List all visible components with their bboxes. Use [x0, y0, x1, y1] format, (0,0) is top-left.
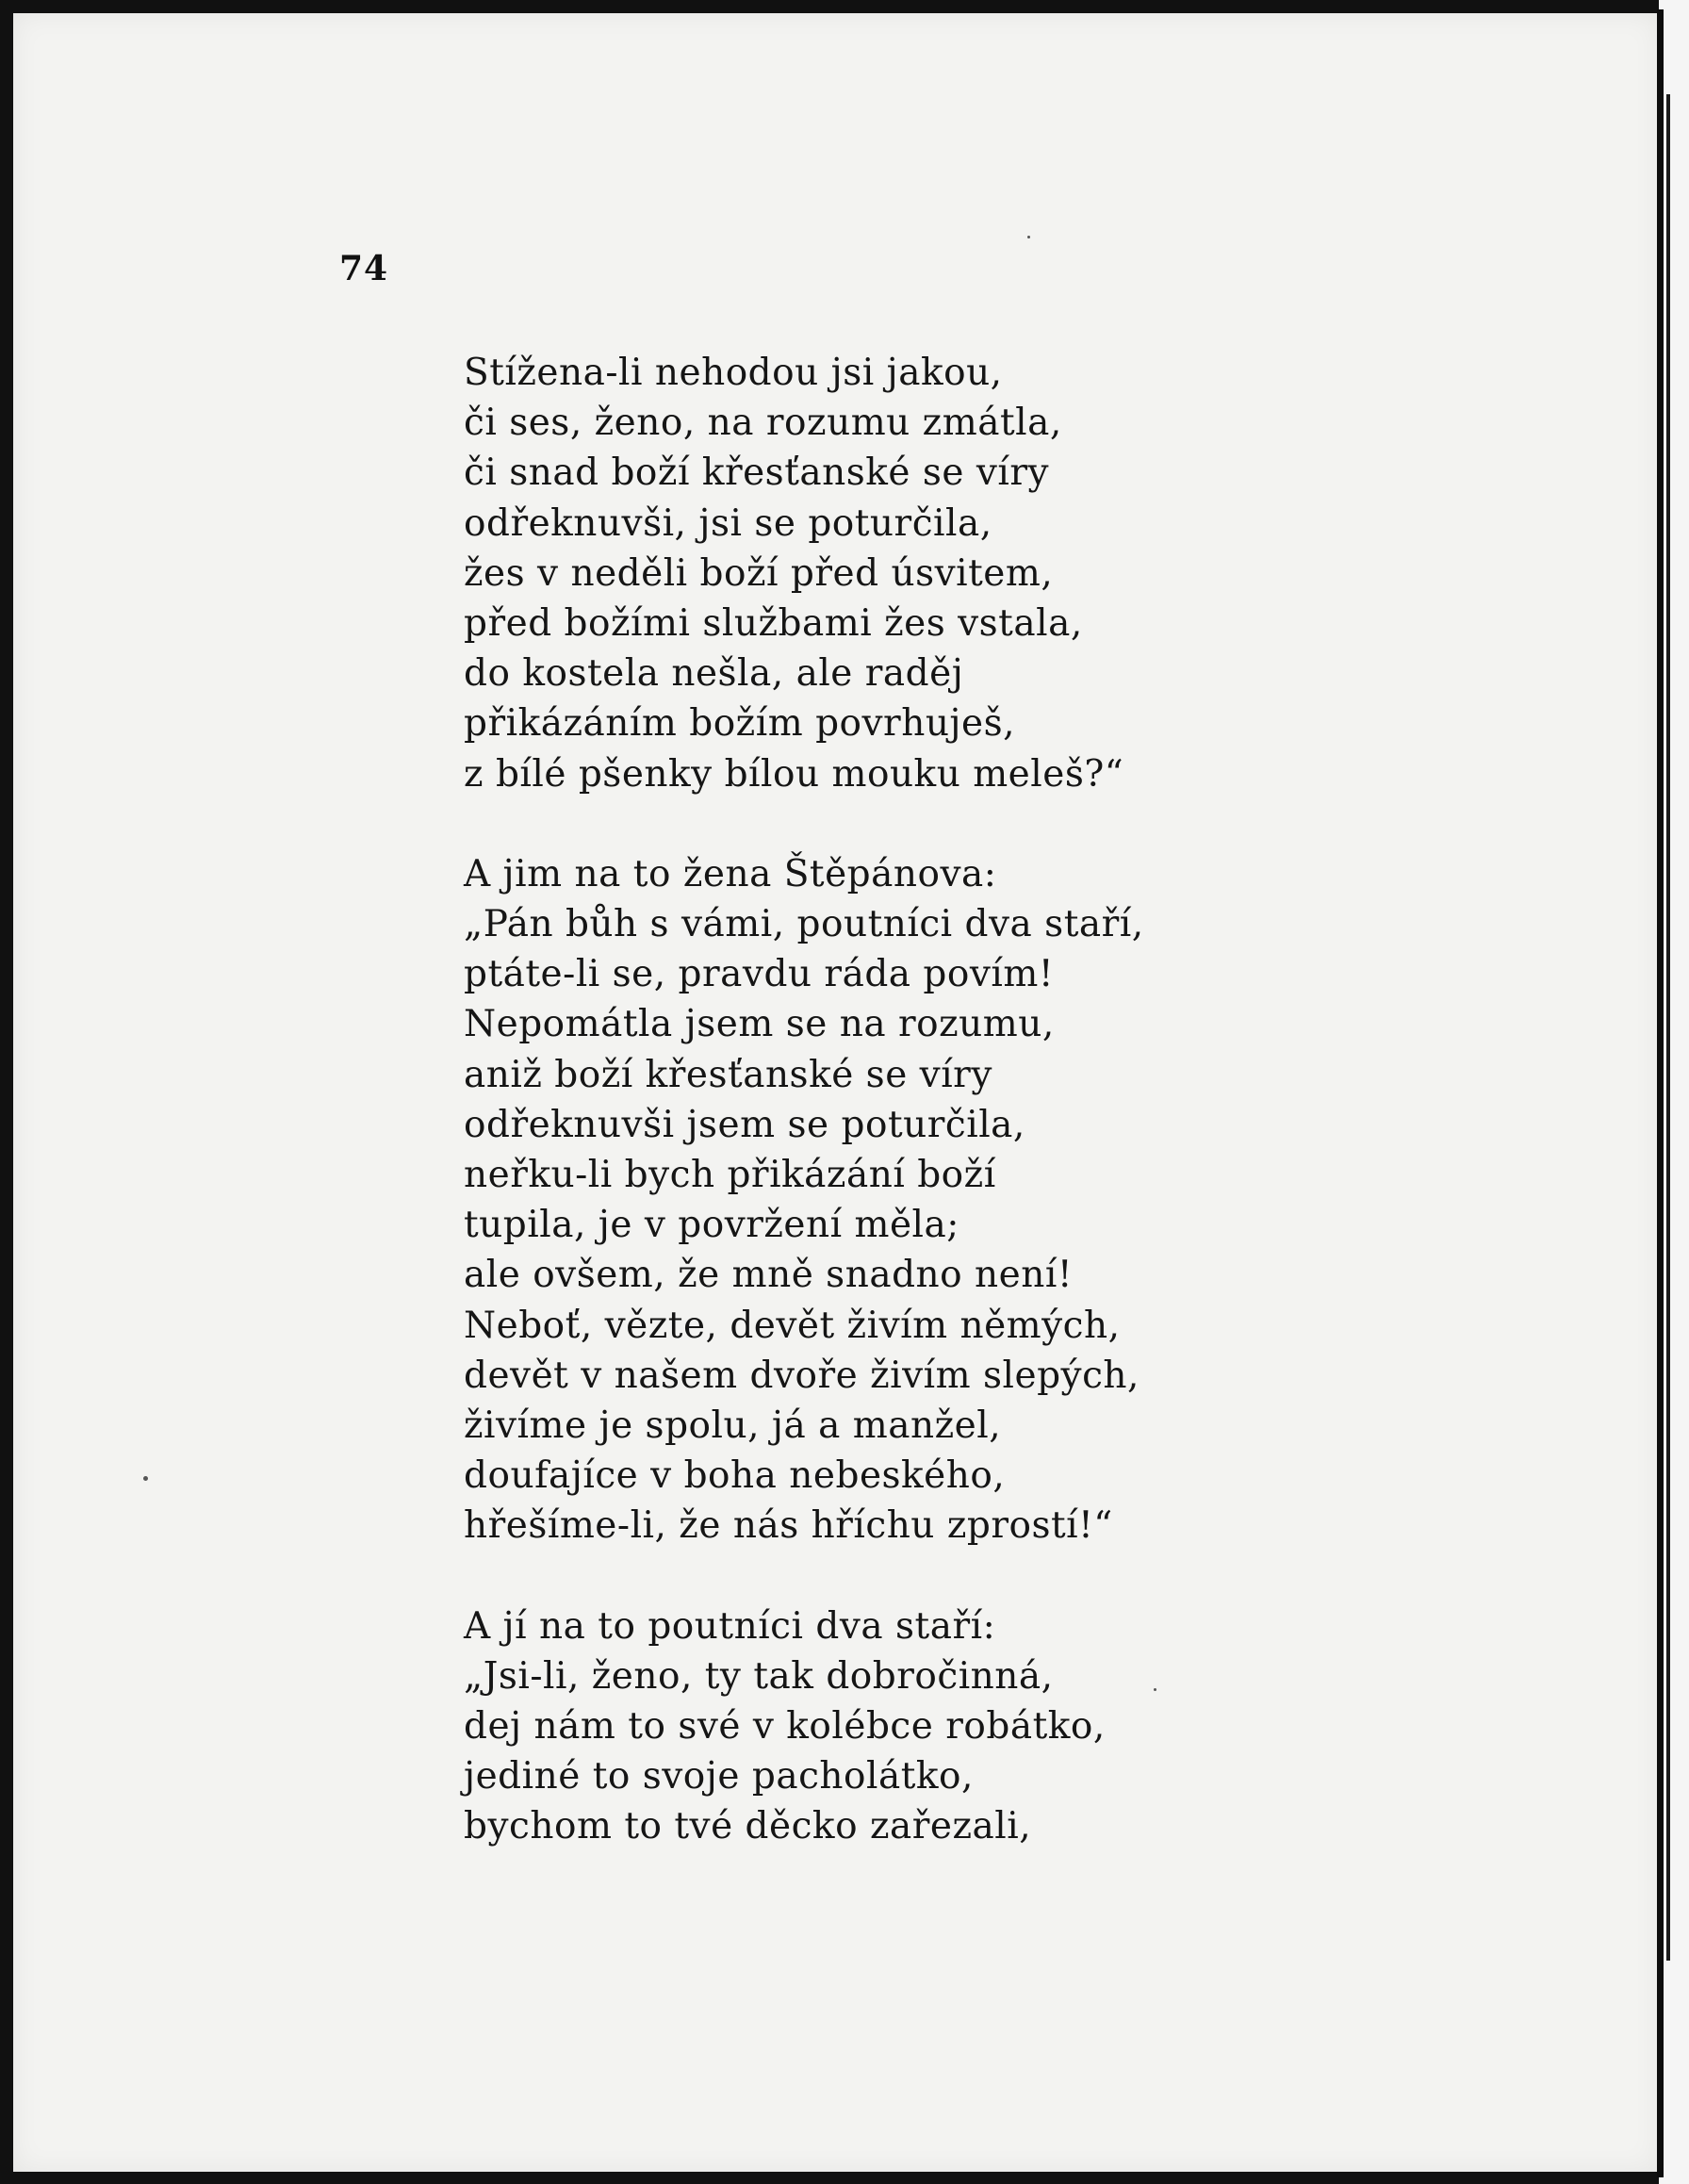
verse-line: před božími službami žes vstala,: [464, 602, 1083, 646]
verse-line: odřeknuvši jsem se poturčila,: [464, 1103, 1025, 1146]
verse-line: jediné to svoje pacholátko,: [464, 1755, 974, 1798]
verse-line: či snad boží křesťanské se víry: [464, 452, 1050, 495]
verse-line: do kostela nešla, ale raděj: [464, 652, 964, 696]
verse-line: hřešíme-li, že nás hříchu zprostí!“: [464, 1504, 1113, 1548]
binding-shadow: [1657, 9, 1664, 2177]
stanza-2: [464, 849, 1500, 1552]
verse-line: Neboť, vězte, devět živím němých,: [464, 1304, 1121, 1347]
verse-line: z bílé pšenky bílou mouku meleš?“: [464, 752, 1124, 796]
dust-speck: [1027, 236, 1030, 238]
verse-line: bychom to tvé děcko zařezali,: [464, 1805, 1032, 1848]
binding-shadow: [1666, 94, 1670, 1961]
verse-line: či ses, ženo, na rozumu zmátla,: [464, 402, 1062, 445]
verse-line: Nepomátla jsem se na rozumu,: [464, 1003, 1055, 1046]
page-number: 74: [339, 249, 389, 288]
verse-line: odřeknuvši, jsi se poturčila,: [464, 501, 992, 545]
verse-line: doufajíce v boha nebeského,: [464, 1454, 1006, 1498]
verse-line: „Jsi-li, ženo, ty tak dobročinná,: [464, 1654, 1054, 1698]
verse-line: aniž boží křesťanské se víry: [464, 1053, 992, 1096]
verse-line: ale ovšem, že mně snadno není!: [464, 1254, 1073, 1297]
stanza-1: [464, 348, 1500, 799]
verse-line: devět v našem dvoře živím slepých,: [464, 1354, 1140, 1397]
verse-line: ptáte-li se, pravdu ráda povím!: [464, 953, 1055, 996]
verse-line: neřku-li bych přikázání boží: [464, 1154, 996, 1197]
dust-speck: [143, 1476, 148, 1481]
verse-line: „Pán bůh s vámi, poutníci dva staří,: [464, 903, 1144, 946]
poem-body: [464, 348, 1500, 1902]
verse-line: Stížena-li nehodou jsi jakou,: [464, 352, 1003, 394]
dust-speck: [1154, 1688, 1156, 1691]
verse-line: A jim na to žena Štěpánova:: [464, 852, 997, 895]
verse-line: tupila, je v povržení měla;: [464, 1204, 959, 1247]
verse-line: A jí na to poutníci dva staří:: [464, 1604, 996, 1648]
verse-line: žes v neděli boží před úsvitem,: [464, 551, 1054, 595]
verse-line: přikázáním božím povrhuješ,: [464, 702, 1016, 746]
stanza-3: [464, 1601, 1500, 1852]
verse-line: dej nám to své v kolébce robátko,: [464, 1705, 1106, 1749]
verse-line: živíme je spolu, já a manžel,: [464, 1404, 1002, 1448]
paper-sheet: [13, 13, 1659, 2172]
